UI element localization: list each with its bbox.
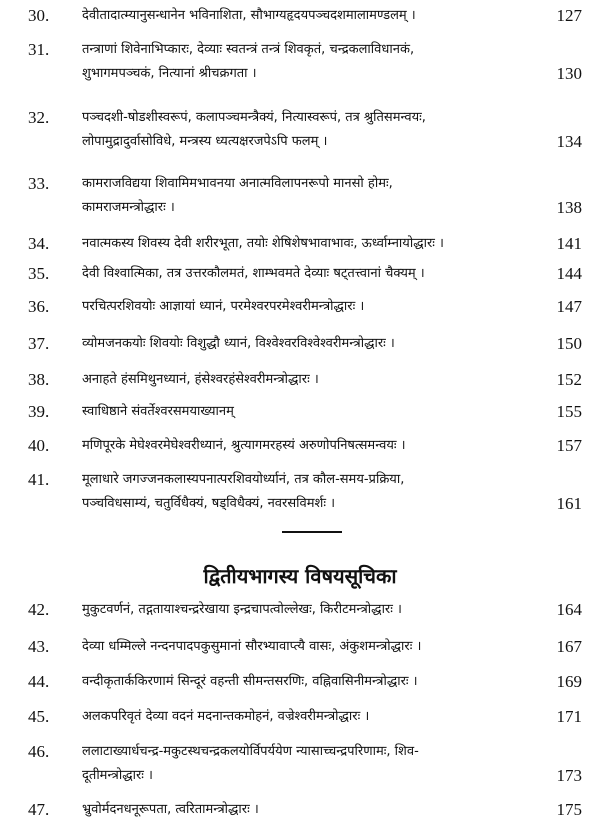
- entry-text-line: भ्रुवोर्मदनधनूरूपता, त्वरितामन्त्रोद्धारः ।: [82, 802, 259, 817]
- entry-text-line: दूतीमन्त्रोद्धारः ।: [82, 768, 153, 783]
- entry-page-number: 173: [556, 766, 582, 785]
- entry-page-number: 141: [556, 234, 582, 253]
- entry-number: 32.: [28, 108, 50, 127]
- entry-number: 43.: [28, 637, 50, 656]
- entry-number: 42.: [28, 600, 50, 619]
- entry-page-number: 161: [556, 494, 582, 513]
- entry-number: 44.: [28, 672, 50, 691]
- entry-text-line: शुभागमपञ्चकं, नित्यानां श्रीचक्रगता ।: [82, 66, 257, 81]
- entry-page-number: 155: [556, 402, 582, 421]
- entry-text-line: मणिपूरके मेघेश्वरमेघेश्वरीध्यानं, श्रुत्यागमरहस्यं अरुणोपनिषत्समन्वयः ।: [82, 438, 406, 453]
- entry-number: 39.: [28, 402, 50, 421]
- entry-text-line: पञ्चविधसाम्यं, चतुर्विधैक्यं, षड्विधैक्यं, नवरसविमर्शः ।: [82, 496, 336, 511]
- entry-text-line: देवीतादात्म्यानुसन्धानेन भविनाशिता, सौभाग्यहृदयपञ्चदशमालामण्डलम् ।: [82, 8, 416, 23]
- entry-page-number: 157: [556, 436, 582, 455]
- entry-number: 38.: [28, 370, 50, 389]
- entry-number: 36.: [28, 297, 50, 316]
- entry-page-number: 144: [556, 264, 582, 283]
- entry-text-line: कामराजविद्यया शिवामिमभावनया अनात्मविलापनरूपो मानसो होमः,: [82, 176, 393, 191]
- entry-text-line: देवी विश्वात्मिका, तत्र उत्तरकौलमतं, शाम्भवमते देव्याः षट्तत्त्वानां चैक्यम् ।: [82, 266, 425, 281]
- entry-number: 47.: [28, 800, 50, 819]
- entry-text-line: लोपामुद्रादुर्वासोविधे, मन्त्रस्य ध्यत्यक्षरजपेऽपि फलम् ।: [82, 134, 328, 149]
- entry-text-line: नवात्मकस्य शिवस्य देवी शरीरभूता, तयोः शेषिशेषभावाभावः, ऊर्ध्वाम्नायोद्धारः ।: [82, 236, 444, 251]
- entry-text-line: पञ्चदशी-षोडशीस्वरूपं, कलापञ्चमन्त्रैक्यं, नित्यास्वरूपं, तत्र श्रुतिसमन्वयः,: [82, 110, 426, 125]
- entry-text-line: तन्त्राणां शिवेनाभिप्कारः, देव्याः स्वतन्त्रं तन्त्रं शिवकृतं, चन्द्रकलाविधानकं,: [82, 42, 415, 57]
- entry-text-line: व्योमजनकयोः शिवयोः विशुद्धौ ध्यानं, विश्वेश्वरविश्वेश्वरीमन्त्रोद्धारः ।: [82, 336, 395, 351]
- entry-page-number: 171: [556, 707, 582, 726]
- entry-number: 30.: [28, 6, 50, 25]
- entry-text-line: मूलाधारे जगज्जनकलास्यपनात्परशिवयोर्ध्यानं, तत्र कौल-समय-प्रक्रिया,: [82, 472, 405, 487]
- entry-text-line: अलकपरिवृतं देव्या वदनं मदनान्तकमोहनं, वज्रेश्वरीमन्त्रोद्धारः ।: [82, 709, 370, 724]
- entry-page-number: 147: [556, 297, 582, 316]
- entry-page-number: 169: [556, 672, 582, 691]
- section-heading: द्वितीयभागस्य विषयसूचिका: [203, 564, 397, 588]
- entry-text-line: स्वाधिष्ठाने संवर्तेश्वरसमयाख्यानम्: [82, 404, 234, 419]
- entry-page-number: 130: [556, 64, 582, 83]
- entry-page-number: 127: [556, 6, 582, 25]
- entry-number: 41.: [28, 470, 50, 489]
- entry-number: 35.: [28, 264, 50, 283]
- entry-page-number: 152: [556, 370, 582, 389]
- entry-text-line: देव्या धम्मिल्ले नन्दनपादपकुसुमानां सौरभ्यावाप्त्यै वासः, अंकुशमन्त्रोद्धारः ।: [82, 639, 422, 654]
- entry-number: 34.: [28, 234, 50, 253]
- entry-text-line: ललाटाख्यार्धचन्द्र-मकुटस्थचन्द्रकलयोर्विपर्ययेण न्यासाच्चन्द्रपरिणामः, शिव-: [82, 744, 419, 759]
- entry-page-number: 150: [556, 334, 582, 353]
- entry-page-number: 164: [556, 600, 582, 619]
- entry-number: 37.: [28, 334, 50, 353]
- entry-page-number: 138: [556, 198, 582, 217]
- entry-text-line: कामराजमन्त्रोद्धारः ।: [82, 200, 175, 215]
- entry-text-line: मुकुटवर्णनं, तद्गतायाश्चन्द्ररेखाया इन्द्रचापत्वोल्लेखः, किरीटमन्त्रोद्धारः ।: [82, 602, 402, 617]
- entry-page-number: 134: [556, 132, 582, 151]
- entry-page-number: 175: [556, 800, 582, 819]
- entry-number: 45.: [28, 707, 50, 726]
- section-divider: [282, 531, 342, 533]
- entry-text-line: परचित्परशिवयोः आज्ञायां ध्यानं, परमेश्वरपरमेश्वरीमन्त्रोद्धारः ।: [82, 299, 365, 314]
- entry-number: 46.: [28, 742, 50, 761]
- entry-page-number: 167: [556, 637, 582, 656]
- entry-number: 31.: [28, 40, 50, 59]
- entry-text-line: अनाहते हंसमिथुनध्यानं, हंसेश्वरहंसेश्वरीमन्त्रोद्धारः ।: [82, 372, 319, 387]
- entry-number: 33.: [28, 174, 50, 193]
- entry-number: 40.: [28, 436, 50, 455]
- entry-text-line: वन्दीकृतार्ककिरणामं सिन्दूरं वहन्ती सीमन्तसरणिः, वह्निवासिनीमन्त्रोद्धारः ।: [82, 674, 418, 689]
